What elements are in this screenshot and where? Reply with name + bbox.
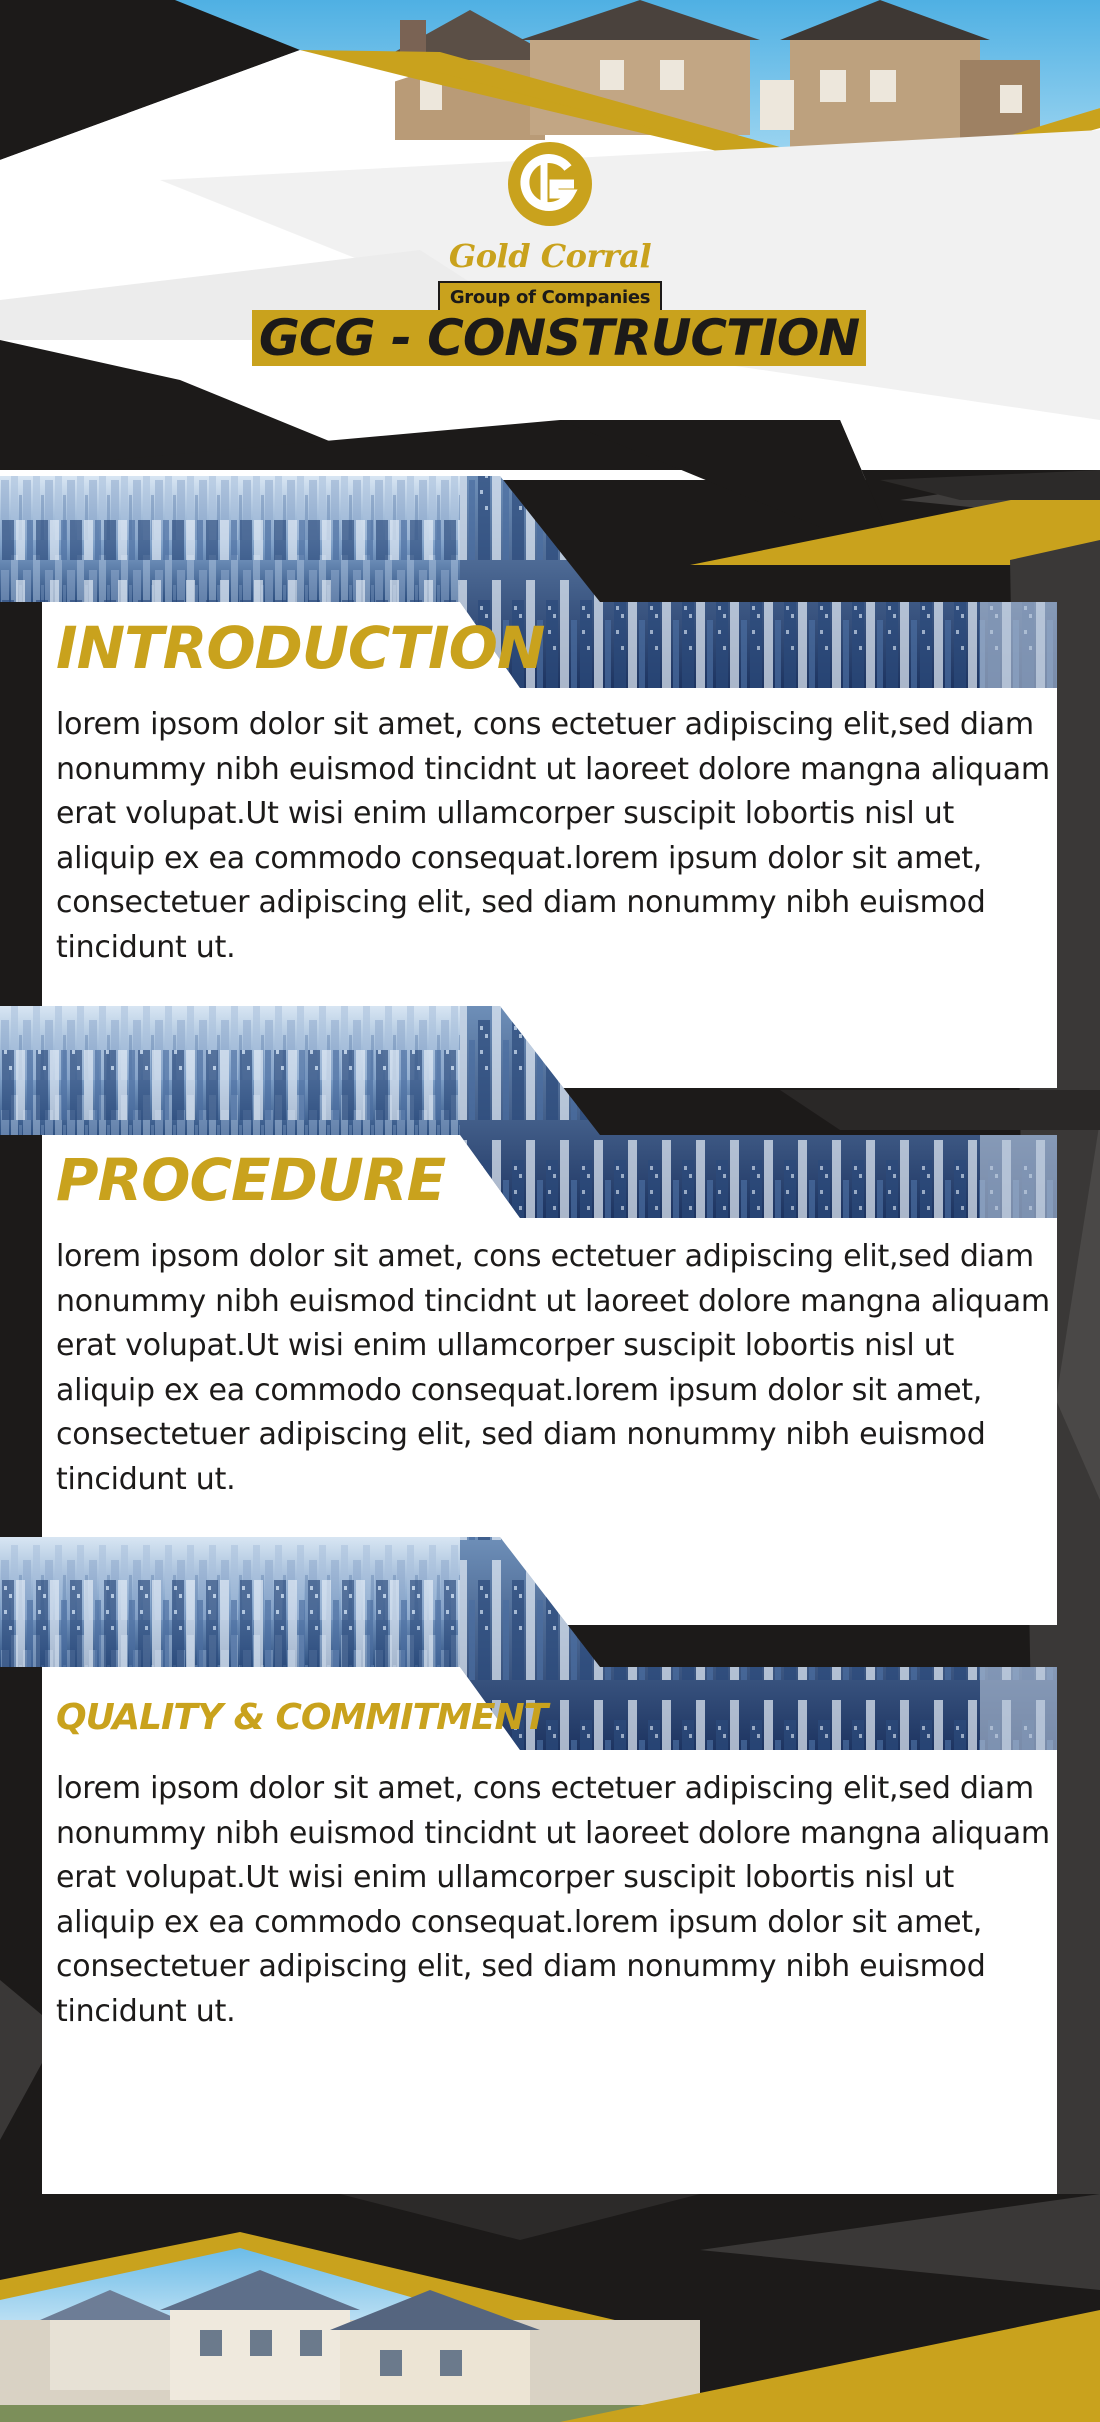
gold-corral-logo-icon — [504, 138, 596, 230]
section-body-procedure: lorem ipsom dolor sit amet, cons ectetuer adipiscing elit,sed diam nonummy nibh euismod tincidnt ut laoreet dolore mangna aliquam erat volupat.Ut wisi enim ullamcorper suscipit lobortis nisl ut aliquip ex ea commodo consequat.lorem ipsum dolor sit amet, consectetuer adipiscing elit, sed diam nonummy nibh euismod tincidunt ut. — [56, 1239, 1050, 1497]
brand-logo-block — [0, 138, 1100, 314]
section-body-introduction: lorem ipsom dolor sit amet, cons ectetuer adipiscing elit,sed diam nonummy nibh euismod tincidnt ut laoreet dolore mangna aliquam erat volupat.Ut wisi enim ullamcorper suscipit lobortis nisl ut aliquip ex ea commodo consequat.lorem ipsum dolor sit amet, consectetuer adipiscing elit, sed diam nonummy nibh euismod tincidunt ut. — [56, 707, 1050, 965]
brand-name: Gold Corral — [448, 237, 652, 275]
section-heading-introduction: INTRODUCTION — [56, 614, 545, 682]
page-title: GCG - CONSTRUCTION — [258, 309, 860, 367]
section-heading-quality-commitment: QUALITY & COMMITMENT — [56, 1697, 548, 1738]
brand-tagline: Group of Companies — [438, 281, 662, 314]
page-title-bar — [252, 310, 866, 366]
section-heading-procedure: PROCEDURE — [56, 1146, 446, 1214]
section-body-quality-commitment: lorem ipsom dolor sit amet, cons ectetuer adipiscing elit,sed diam nonummy nibh euismod tincidnt ut laoreet dolore mangna aliquam erat volupat.Ut wisi enim ullamcorper suscipit lobortis nisl ut aliquip ex ea commodo consequat.lorem ipsum dolor sit amet, consectetuer adipiscing elit, sed diam nonummy nibh euismod tincidunt ut. — [56, 1771, 1050, 2029]
